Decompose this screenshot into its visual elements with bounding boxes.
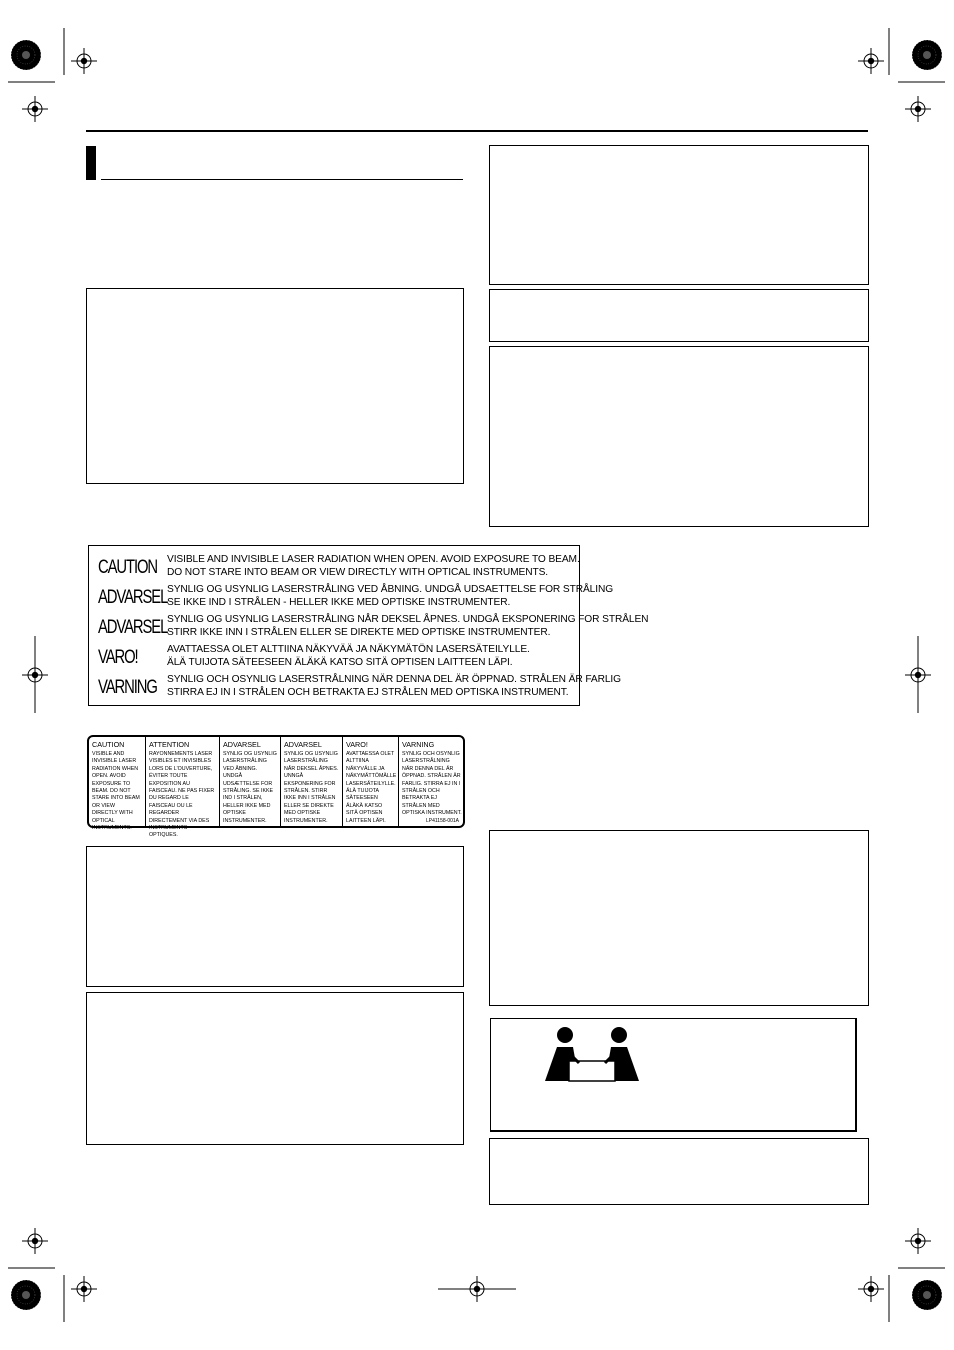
registration-cross-icon [22, 662, 48, 688]
section-heading-bar [86, 146, 96, 180]
lifting-notice-box [490, 1018, 857, 1132]
warning-row [89, 552, 579, 582]
label-column-head: ATTENTION [149, 740, 190, 749]
crop-target-icon [11, 1280, 41, 1310]
registration-cross-icon [71, 48, 97, 74]
crop-target-icon [11, 40, 41, 70]
label-column [280, 737, 342, 826]
label-column-body: AVATTAESSA OLET ALTTIINA NÄKYVÄLLE JA NÄKYMÄTTÖMÄLLE LASERSÄTEILYLLE. ÄLÄ TUIJOTA SÄTEESEEN ÄLÄKÄ KATSO SITÄ OPTISEN LAITTEEN LÄPI. [346, 751, 397, 824]
warning-line: SYNLIG OG USYNLIG LASERSTRÅLING VED ÅBNING. UNDGÅ UDSAETTELSE FOR STRÅLING [167, 584, 614, 595]
warning-line: SYNLIG OG USYNLIG LASERSTRÅLING NÅR DEKSEL ÅPNES. UNDGÅ EKSPONERING FOR STRÅLEN [167, 614, 649, 625]
label-column [342, 737, 398, 826]
warning-line: SYNLIG OCH OSYNLIG LASERSTRÅLNING NÄR DENNA DEL ÄR ÖPPNAD. STRÅLEN ÄR FARLIG [167, 674, 621, 685]
warning-text [167, 644, 577, 669]
warning-row [89, 672, 621, 702]
registration-cross-icon [71, 1276, 97, 1302]
label-column-head: ADVARSEL [223, 740, 261, 749]
label-code: LP41158-001A [426, 818, 459, 824]
registration-cross-icon [858, 1276, 884, 1302]
crop-target-icon [912, 40, 942, 70]
warning-row [89, 642, 579, 672]
warning-line: STIRRA EJ IN I STRÅLEN OCH BETRAKTA EJ STRÅLEN MED OPTISKA INSTRUMENT. [167, 686, 569, 698]
notice-box-left-1 [86, 288, 464, 484]
warning-line: VISIBLE AND INVISIBLE LASER RADIATION WHEN OPEN. AVOID EXPOSURE TO BEAM. [167, 554, 580, 565]
label-column-head: CAUTION [92, 740, 125, 749]
registration-cross-icon [22, 96, 48, 122]
warning-text [167, 584, 614, 609]
warning-line: AVATTAESSA OLET ALTTIINA NÄKYVÄÄ JA NÄKYMÄTÖN LASERSÄTEILYLLE. [167, 644, 530, 655]
label-column-head: VARO! [346, 740, 368, 749]
registration-cross-icon [858, 48, 884, 74]
label-column [145, 737, 219, 839]
label-column [219, 737, 280, 826]
notice-box-right-3 [489, 346, 869, 527]
laser-caution-label [87, 735, 465, 839]
registration-cross-icon [905, 96, 931, 122]
header-rule [86, 130, 868, 132]
label-column-body: SYNLIG OG USYNLIG LASERSTRÅLING NÅR DEKSEL ÅPNES. UNNGÅ EKSPONERING FOR STRÅLEN. STIRR IKKE INN I STRÅLEN ELLER SE DIREKTE MED OPTISKE INSTRUMENTER. [284, 751, 339, 824]
label-column [89, 737, 145, 832]
warning-key: VARO! [98, 647, 138, 668]
warning-row [89, 612, 649, 642]
notice-box-right-4 [489, 830, 869, 1006]
laser-warning-table [88, 545, 649, 706]
warning-line: STIRR IKKE INN I STRÅLEN ELLER SE DIREKTE MED OPTISKE INSTRUMENTER. [167, 626, 551, 638]
label-column-head: VARNING [402, 740, 435, 749]
section-heading-underline [101, 179, 463, 180]
registration-cross-icon [905, 662, 931, 688]
registration-cross-icon [905, 1228, 931, 1254]
label-column [398, 737, 465, 826]
crop-target-icon [912, 1280, 942, 1310]
warning-text [167, 554, 580, 579]
warning-key: VARNING [98, 677, 157, 698]
warning-line: DO NOT STARE INTO BEAM OR VIEW DIRECTLY WITH OPTICAL INSTRUMENTS. [167, 566, 549, 578]
label-column-head: ADVARSEL [284, 740, 322, 749]
label-column-body: RAYONNEMENTS LASER VISIBLES ET INVISIBLES LORS DE L'OUVERTURE, ÉVITER TOUTE EXPOSITION AU FAISCEAU. NE PAS FIXER DU REGARD LE FAISCEAU OU LE REGARDER DIRECTEMENT VIA DES INSTRUMENTS OPTIQUES. [149, 751, 215, 839]
registration-cross-icon [22, 1228, 48, 1254]
notice-box-left-3 [86, 992, 464, 1145]
notice-box-right-6 [489, 1138, 869, 1205]
warning-line: ÄLÄ TUIJOTA SÄTEESEEN ÄLÄKÄ KATSO SITÄ OPTISEN LAITTEEN LÄPI. [167, 656, 513, 668]
warning-line: SE IKKE IND I STRÅLEN - HELLER IKKE MED OPTISKE INSTRUMENTER. [167, 596, 511, 608]
label-column-body: VISIBLE AND INVISIBLE LASER RADIATION WHEN OPEN. AVOID EXPOSURE TO BEAM. DO NOT STARE INTO BEAM OR VIEW DIRECTLY WITH OPTICAL INSTRUMENTS. [92, 751, 140, 832]
warning-text [167, 614, 649, 639]
warning-key: ADVARSEL [98, 587, 168, 608]
label-column-body: SYNLIG OCH OSYNLIG LASERSTRÅLNING NÄR DENNA DEL ÄR ÖPPNAD. STRÅLEN ÄR FARLIG. STIRRA EJ IN I STRÅLEN OCH BETRAKTA EJ STRÅLEN MED OPTISKA INSTRUMENT. [402, 751, 462, 817]
registration-cross-icon [464, 1276, 490, 1302]
notice-box-right-2 [489, 289, 869, 342]
label-column-body: SYNLIG OG USYNLIG LASERSTRÅLING VED ÅBNING. UNDGÅ UDSÆTTELSE FOR STRÅLING. SE IKKE IND I STRÅLEN, HELLER IKKE MED OPTISKE INSTRUMENTER. [223, 751, 277, 824]
notice-box-right-1 [489, 145, 869, 285]
warning-key: CAUTION [98, 557, 158, 578]
notice-box-left-2 [86, 846, 464, 987]
warning-row [89, 582, 614, 612]
two-person-lift-icon [543, 1025, 643, 1085]
warning-text [167, 674, 621, 699]
warning-key: ADVARSEL [98, 617, 168, 638]
